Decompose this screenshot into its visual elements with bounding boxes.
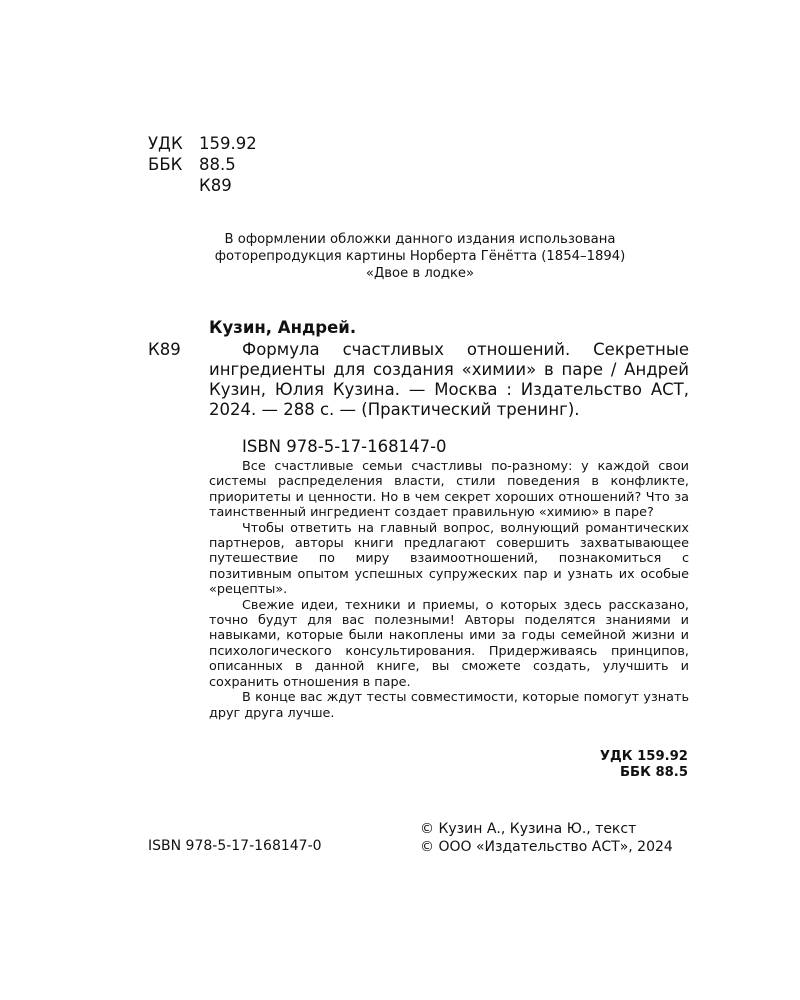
udk-label: УДК — [148, 134, 183, 153]
copyright-text: © Кузин А., Кузина Ю., текст — [420, 821, 637, 837]
bibliographic-description: Формула счастливых отношений. Секретные ингредиенты для создания «химии» в паре / Андрей Кузин, Юлия Кузина. — Москва : Издательство АСТ, 2024. — 288 с. — (Практический тренинг). — [209, 340, 689, 419]
classification-codes — [148, 133, 257, 196]
author-heading: Кузин, Андрей. — [209, 318, 357, 337]
bbk-value: 88.5 — [199, 155, 236, 174]
annotation-paragraph: В конце вас ждут тесты совместимости, которые помогут узнать друг друга лучше. — [209, 690, 689, 721]
codes-right — [560, 749, 688, 781]
bbk-row — [148, 154, 257, 175]
annotation — [209, 459, 689, 721]
cover-note-line: В оформлении обложки данного издания использована — [224, 232, 616, 247]
author-code: К89 — [199, 176, 232, 195]
annotation-paragraph: Чтобы ответить на главный вопрос, волнующий романтических партнеров, авторы книги предлагают совершить захватывающее путешествие по миру взаимоотношений, познакомиться с позитивным опытом успешных супружеских пар и узнать их особые «рецепты». — [209, 520, 689, 598]
udk-value: 159.92 — [199, 134, 257, 153]
udk-right: УДК 159.92 — [599, 749, 688, 764]
bbk-right: ББК 88.5 — [619, 765, 688, 780]
bbk-label: ББК — [148, 155, 183, 174]
cover-note-line: фоторепродукция картины Норберта Гёнётта (1854–1894) — [214, 249, 626, 264]
udk-row — [148, 133, 257, 154]
cover-note-line: «Двое в лодке» — [365, 266, 475, 281]
annotation-paragraph: Свежие идеи, техники и приемы, о которых здесь рассказано, точно будут для вас полезными! Авторы поделятся знаниями и навыками, которые были накоплены ими за годы семейной жизни и психологического консультирования. Придерживаясь принципов, описанных в данной книге, вы сможете создать, улучшить и сохранить отношения в паре. — [209, 597, 689, 690]
cover-note — [150, 231, 690, 282]
isbn-main: ISBN 978-5-17-168147-0 — [242, 437, 447, 456]
catalog-code: К89 — [148, 340, 181, 359]
copyright-block — [420, 820, 673, 856]
annotation-paragraph: Все счастливые семьи счастливы по-разному: у каждой свои системы распределения власти, стили поведения в конфликте, приоритеты и ценности. Но в чем секрет хороших отношений? Что за таинственный ингредиент создает правильную «химию» в паре? — [209, 459, 689, 521]
isbn-bottom: ISBN 978-5-17-168147-0 — [148, 838, 322, 854]
author-code-row — [148, 175, 257, 196]
copyright-publisher: © ООО «Издательство АСТ», 2024 — [420, 839, 673, 855]
